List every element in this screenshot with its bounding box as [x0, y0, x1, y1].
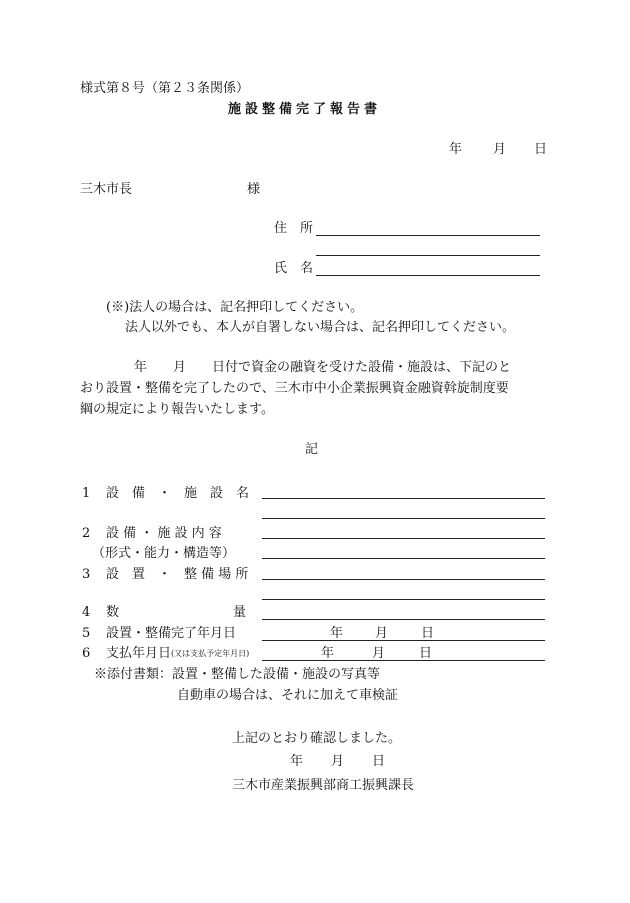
item-6-month: 月	[372, 646, 386, 661]
item-4-number: 4	[82, 605, 91, 620]
item-3-label: 設 置 ・ 整 備 場 所	[106, 567, 249, 582]
confirmation-day: 日	[372, 754, 386, 769]
item-2-line-1[interactable]	[262, 538, 545, 539]
item-1-line-2[interactable]	[262, 518, 545, 519]
item-4-label-b: 量	[233, 605, 247, 620]
item-5-label: 設置・整備完了年月日	[106, 626, 237, 641]
name-label: 氏 名	[274, 261, 314, 276]
item-2-line-2[interactable]	[262, 558, 545, 559]
item-2-label: 設 備 ・ 施 設 内 容	[106, 526, 222, 541]
name-line[interactable]	[316, 275, 540, 276]
item-5-year: 年	[330, 626, 344, 641]
item-6-label: 支払年月日	[106, 646, 172, 661]
item-5-day: 日	[421, 626, 435, 641]
body-line-3: 綱の規定により報告いたします。	[80, 402, 274, 417]
item-1-number: 1	[82, 486, 91, 501]
attachments-line-2: 自動車の場合は、それに加えて車検証	[177, 688, 399, 703]
note-line-1: (※)法人の場合は、記名押印してください。	[106, 300, 364, 315]
item-5-number: 5	[82, 626, 91, 641]
confirmation-signer: 三木市産業振興部商工振興課長	[232, 778, 415, 793]
item-2-sub-label: （形式・能力・構造等）	[92, 546, 236, 561]
confirmation-year: 年	[290, 754, 304, 769]
body-line-2: おり設置・整備を完了したので、三木市中小企業振興資金融資斡旋制度要	[80, 381, 509, 396]
date-year: 年	[449, 142, 463, 157]
form-number: 様式第８号（第２３条関係）	[80, 81, 250, 96]
note-line-2: 法人以外でも、本人が自署しない場合は、記名押印してください。	[125, 320, 516, 335]
ki-heading: 記	[305, 442, 319, 457]
item-1-label: 設 備 ・ 施 設 名	[106, 486, 250, 501]
confirmation-text: 上記のとおり確認しました。	[232, 731, 402, 746]
item-3-line-1[interactable]	[262, 579, 545, 580]
addressee-name: 三木市長	[80, 182, 133, 197]
item-1-line-1[interactable]	[262, 498, 545, 499]
address-line-2[interactable]	[316, 255, 540, 256]
item-5-month: 月	[375, 626, 389, 641]
address-line-1[interactable]	[316, 235, 540, 236]
date-day: 日	[534, 142, 548, 157]
item-3-line-2[interactable]	[262, 599, 545, 600]
item-6-year: 年	[321, 646, 335, 661]
addressee-honorific: 様	[247, 182, 261, 197]
date-month: 月	[493, 142, 507, 157]
attachments-line-1: ※添付書類：設置・整備した設備・施設の写真等	[94, 667, 381, 682]
item-4-line[interactable]	[262, 619, 545, 620]
item-3-number: 3	[82, 567, 91, 582]
item-6-number: 6	[82, 646, 91, 661]
item-5-line[interactable]	[262, 640, 545, 641]
document-title: 施設整備完了報告書	[228, 102, 382, 117]
item-4-label-a: 数	[106, 605, 120, 620]
address-label: 住 所	[274, 221, 314, 236]
item-6-day: 日	[419, 646, 433, 661]
item-6-label-small: (又は支払予定年月日)	[171, 649, 250, 658]
confirmation-month: 月	[331, 754, 345, 769]
body-line-1: 年 月 日付で資金の融資を受けた設備・施設は、下記のと	[134, 360, 512, 375]
item-6-line[interactable]	[262, 660, 545, 661]
item-2-number: 2	[82, 526, 91, 541]
